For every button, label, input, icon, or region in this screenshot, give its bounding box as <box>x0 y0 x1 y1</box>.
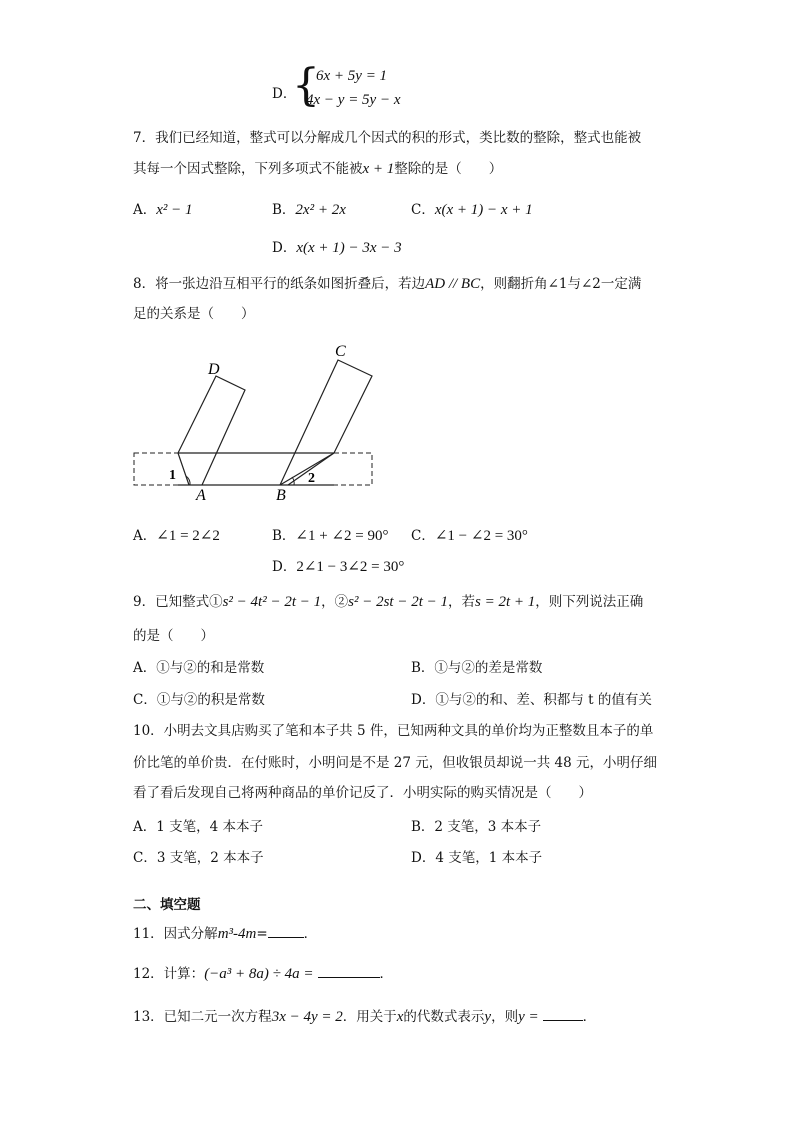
label-a: A <box>196 487 206 504</box>
option-text: ①与②的积是常数 <box>156 692 265 708</box>
option-label: D． <box>272 86 297 102</box>
q12-end: ． <box>379 966 394 982</box>
left-flap <box>178 376 245 485</box>
q9-stem-line2: 的是（ ） <box>133 628 214 644</box>
q7-stem-line1: 7．我们已经知道，整式可以分解成几个因式的积的形式，类比数的整除，整式也能被 <box>133 130 642 146</box>
option-label: A． <box>133 819 157 835</box>
option-label: D． <box>411 692 436 708</box>
option-text: 1 支笔，4 本本子 <box>156 819 264 835</box>
option-expr: 2∠1 − 3∠2 = 30° <box>296 559 405 575</box>
q13-var-y2: y = <box>518 1009 539 1025</box>
q11-stem <box>133 920 317 949</box>
q11-text: 11．因式分解 <box>133 926 218 942</box>
q10-stem-line2: 价比笔的单价贵．在付账时，小明问是不是 27 元，但收银员却说一共 48 元，小明仔细 <box>133 755 658 771</box>
label-c: C <box>335 343 346 360</box>
q7-text-end: 整除的是（ ） <box>394 161 503 177</box>
q9-expr-2: s² − 2st − 2t − 1 <box>348 594 449 610</box>
q11-expr: m³-4m <box>217 926 257 942</box>
q13-stem <box>133 1003 596 1032</box>
q7-option-a <box>133 198 193 219</box>
q8-folding-figure <box>128 338 378 508</box>
q11-equals: = <box>256 926 268 942</box>
q8-option-b <box>272 524 388 545</box>
q13-end: ． <box>582 1009 597 1025</box>
equation-1: 6x + 5y = 1 <box>316 68 388 84</box>
q6-option-d <box>272 60 432 114</box>
option-label: B． <box>272 202 296 218</box>
q11-end: ． <box>303 926 318 942</box>
q10-option-c <box>133 846 264 866</box>
option-expr: x(x + 1) − 3x − 3 <box>296 240 402 256</box>
q9-text-end: ，则下列说法正确 <box>535 594 644 610</box>
q10-option-b <box>411 815 541 835</box>
option-text: 2 支笔，3 本本子 <box>434 819 542 835</box>
equation-2: 4x − y = 5y − x <box>306 92 401 108</box>
option-label: B． <box>411 819 435 835</box>
q9-option-a <box>133 656 264 676</box>
q7-option-b <box>272 198 346 219</box>
q10-stem-line3: 看了看后发现自己将两种商品的单价记反了．小明实际的购买情况是（ ） <box>133 785 592 801</box>
section-title: 二、填空题 <box>133 897 201 913</box>
option-expr: 2x² + 2x <box>295 202 346 218</box>
q7-option-d <box>272 236 402 257</box>
option-expr: x(x + 1) − x + 1 <box>434 202 533 218</box>
q8-option-d <box>272 555 404 576</box>
q9-condition: s = 2t + 1 <box>475 594 536 610</box>
q9-option-d <box>411 688 652 708</box>
q9-stem-line1 <box>133 588 643 617</box>
q13-text-mid: ．用关于 <box>342 1009 397 1025</box>
answer-blank[interactable] <box>543 1008 583 1021</box>
q8-option-a <box>133 524 220 545</box>
q7-text: 其每一个因式整除，下列多项式不能被 <box>133 161 363 177</box>
q13-text-mid2: 的代数式表示 <box>403 1009 485 1025</box>
label-b: B <box>276 487 286 504</box>
option-expr: ∠1 + ∠2 = 90° <box>295 528 389 544</box>
q7-option-c <box>411 198 533 219</box>
option-label: C． <box>133 692 157 708</box>
option-label: D． <box>411 850 436 866</box>
option-label: A． <box>133 528 157 544</box>
q10-option-d <box>411 846 542 866</box>
option-label: A． <box>133 660 157 676</box>
option-label: C． <box>411 528 435 544</box>
q10-stem-line1: 10．小明去文具店购买了笔和本子共 5 件，已知两种文具的单价均为正整数且本子的单 <box>133 723 654 739</box>
q9-text: 9．已知整式① <box>133 594 223 610</box>
option-text: 4 支笔，1 本本子 <box>435 850 543 866</box>
q12-text: 12．计算： <box>133 966 205 982</box>
q9-option-c <box>133 688 265 708</box>
q7-stem-line2 <box>133 155 502 184</box>
q8-stem-line2: 足的关系是（ ） <box>133 306 255 322</box>
option-label: D． <box>272 559 297 575</box>
q13-equation: 3x − 4y = 2 <box>271 1009 343 1025</box>
q13-var-x: x <box>396 1009 404 1025</box>
q8-text: 8．将一张边沿互相平行的纸条如图折叠后，若边 <box>133 276 426 292</box>
q13-text: 13．已知二元一次方程 <box>133 1009 272 1025</box>
option-label: B． <box>411 660 435 676</box>
q9-expr-1: s² − 4t² − 2t − 1 <box>222 594 322 610</box>
q12-stem <box>133 960 393 989</box>
answer-blank[interactable] <box>268 925 304 938</box>
brace-symbol: { <box>292 60 320 111</box>
q9-option-b <box>411 656 542 676</box>
label-angle-2: 2 <box>308 471 315 486</box>
option-text: ①与②的和、差、积都与 t 的值有关 <box>435 692 652 708</box>
q9-text-cond: ，若 <box>448 594 476 610</box>
option-text: ①与②的和是常数 <box>156 660 265 676</box>
option-text: ①与②的差是常数 <box>434 660 543 676</box>
q12-expr: (−a³ + 8a) ÷ 4a = <box>204 966 314 982</box>
q8-math: AD // BC <box>425 276 481 292</box>
q9-text-mid: ，② <box>321 594 349 610</box>
q7-math: x + 1 <box>362 161 395 177</box>
q8-text-end: ，则翻折角∠1与∠2一定满 <box>480 276 642 292</box>
option-label: A． <box>133 202 157 218</box>
q8-option-c <box>411 524 528 545</box>
q8-stem-line1 <box>133 270 641 299</box>
q13-text-mid3: ，则 <box>491 1009 519 1025</box>
q10-option-a <box>133 815 263 835</box>
option-expr: ∠1 = 2∠2 <box>156 528 220 544</box>
option-text: 3 支笔，2 本本子 <box>156 850 264 866</box>
option-label: D． <box>272 240 297 256</box>
right-flap <box>280 360 372 485</box>
q13-var-y: y <box>484 1009 492 1025</box>
option-expr: x² − 1 <box>156 202 193 218</box>
label-angle-1: 1 <box>169 468 176 483</box>
option-label: C． <box>411 202 435 218</box>
option-label: C． <box>133 850 157 866</box>
answer-blank[interactable] <box>318 965 380 978</box>
option-label: B． <box>272 528 296 544</box>
label-d: D <box>208 361 220 378</box>
option-expr: ∠1 − ∠2 = 30° <box>434 528 528 544</box>
